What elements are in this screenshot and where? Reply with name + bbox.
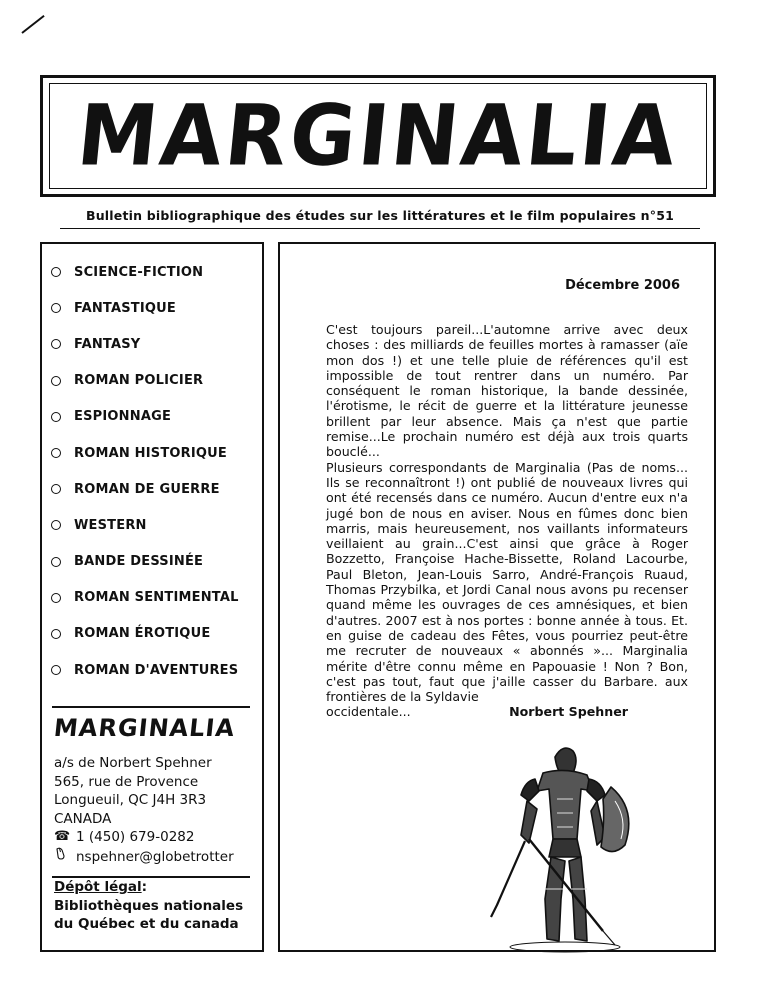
address-line: 565, rue de Provence [54,773,199,790]
genre-list [42,244,262,688]
masthead-title: MARGINALIA [73,86,683,185]
circle-bullet-icon [51,267,61,277]
legal-deposit-title: Dépôt légal [54,879,142,895]
circle-bullet-icon [51,412,61,422]
genre-item [51,652,262,688]
editorial-panel [278,242,716,952]
genre-item [51,254,262,290]
address-line: Longueuil, QC J4H 3R3 [54,792,207,808]
circle-bullet-icon [51,593,61,603]
masthead-inner-frame [49,83,707,189]
bulletin-subtitle: Bulletin bibliographique des études sur les littératures et le film populaires n°51 [85,208,675,223]
phone-number: 1 (450) 679-0282 [76,829,195,845]
genre-item [51,326,262,362]
author-signature: Norbert Spehner [509,704,628,720]
genre-label: BANDE DESSINÉE [74,554,204,570]
circle-bullet-icon [51,303,61,313]
email-line [54,847,234,868]
genre-item [51,363,262,399]
genre-label: ROMAN DE GUERRE [74,481,220,497]
genre-item [51,544,262,580]
genre-item [51,399,262,435]
circle-bullet-icon [51,484,61,494]
genre-label: ROMAN ÉROTIQUE [74,626,211,642]
sidebar [40,242,264,952]
genre-item [51,471,262,507]
signature-line [326,704,688,719]
editorial-closing: occidentale... [326,704,411,720]
email-address: nspehner@globetrotter [76,848,234,865]
phone-line [54,828,234,847]
mouse-icon [54,847,76,868]
sidebar-divider [52,706,250,708]
genre-label: FANTASY [74,336,141,352]
issue-date: Décembre 2006 [565,278,680,293]
genre-item [51,580,262,616]
legal-deposit-colon: : [141,879,148,895]
genre-item [51,507,262,543]
address-line: CANADA [54,810,112,827]
genre-item [51,616,262,652]
circle-bullet-icon [51,339,61,349]
genre-label: ROMAN POLICIER [74,373,204,389]
genre-label: ROMAN SENTIMENTAL [74,590,239,606]
stray-pen-mark [21,15,44,34]
armored-knight-illustration [485,739,645,954]
circle-bullet-icon [51,629,61,639]
editorial-text [326,322,688,720]
circle-bullet-icon [51,448,61,458]
circle-bullet-icon [51,520,61,530]
editorial-paragraph: C'est toujours pareil...L'automne arrive avec deux choses : des milliards de feuilles mortes à ramasser (aïe mon dos !) et une telle pluie de références qu'il est impossible de tout rentrer dans un numéro. Par conséquent le roman historique, la bande dessinée, l'érotisme, le récit de guerre et la littérature jeunesse brillent par leur absence. Mais ça n'est que partie remise...Le prochain numéro est déjà aux trois quarts bouclé... [326,322,688,460]
circle-bullet-icon [51,557,61,567]
genre-label: FANTASTIQUE [74,300,177,316]
legal-deposit-text: Bibliothèques nationales du Québec et du canada [54,897,244,932]
editorial-paragraph: Plusieurs correspondants de Marginalia (Pas de noms... Ils se reconnaîtront !) ont publié de nouveaux livres qui ont été recensés dans ce numéro. Aucun d'entre eux n'a jugé bon de nous en aviser. Nous en fûmes donc bien marris, mais heureusement, nos vaillants informateurs veillaient au grain...C'est ainsi que grâce à Roger Bozzetto, Françoise Hache-Bissette, Roland Lacourbe, Paul Bleton, Jean-Louis Sarro, André-François Ruaud, Thomas Przybilka, et Jordi Canal nous avons pu recenser quand même les ouvrages de ces amnésiques, et bien d'autres. 2007 est à nos portes : bonne année à tous. Et. en guise de cadeau des Fêtes, vous pourriez peut-être me recruter de nouveaux « abonnés »... Marginalia mérite d'être connu même en Papouasie ! Non ? Bon, c'est pas tout, faut que j'aille casser du Barbare. aux frontières de la Syldavie [326,459,688,705]
legal-deposit [54,878,259,934]
subtitle-rule [60,228,700,229]
genre-label: WESTERN [74,517,147,533]
genre-label: ROMAN HISTORIQUE [74,445,227,461]
circle-bullet-icon [51,376,61,386]
masthead [40,75,716,197]
phone-icon: ☎ [54,829,71,844]
genre-item [51,435,262,471]
genre-item [51,290,262,326]
circle-bullet-icon [51,665,61,675]
mailing-address [54,754,234,867]
genre-label: ROMAN D'AVENTURES [74,662,239,678]
genre-label: ESPIONNAGE [74,409,172,425]
address-line: a/s de Norbert Spehner [54,755,212,771]
genre-label: SCIENCE-FICTION [74,264,204,280]
sidebar-brand: MARGINALIA [52,714,237,742]
